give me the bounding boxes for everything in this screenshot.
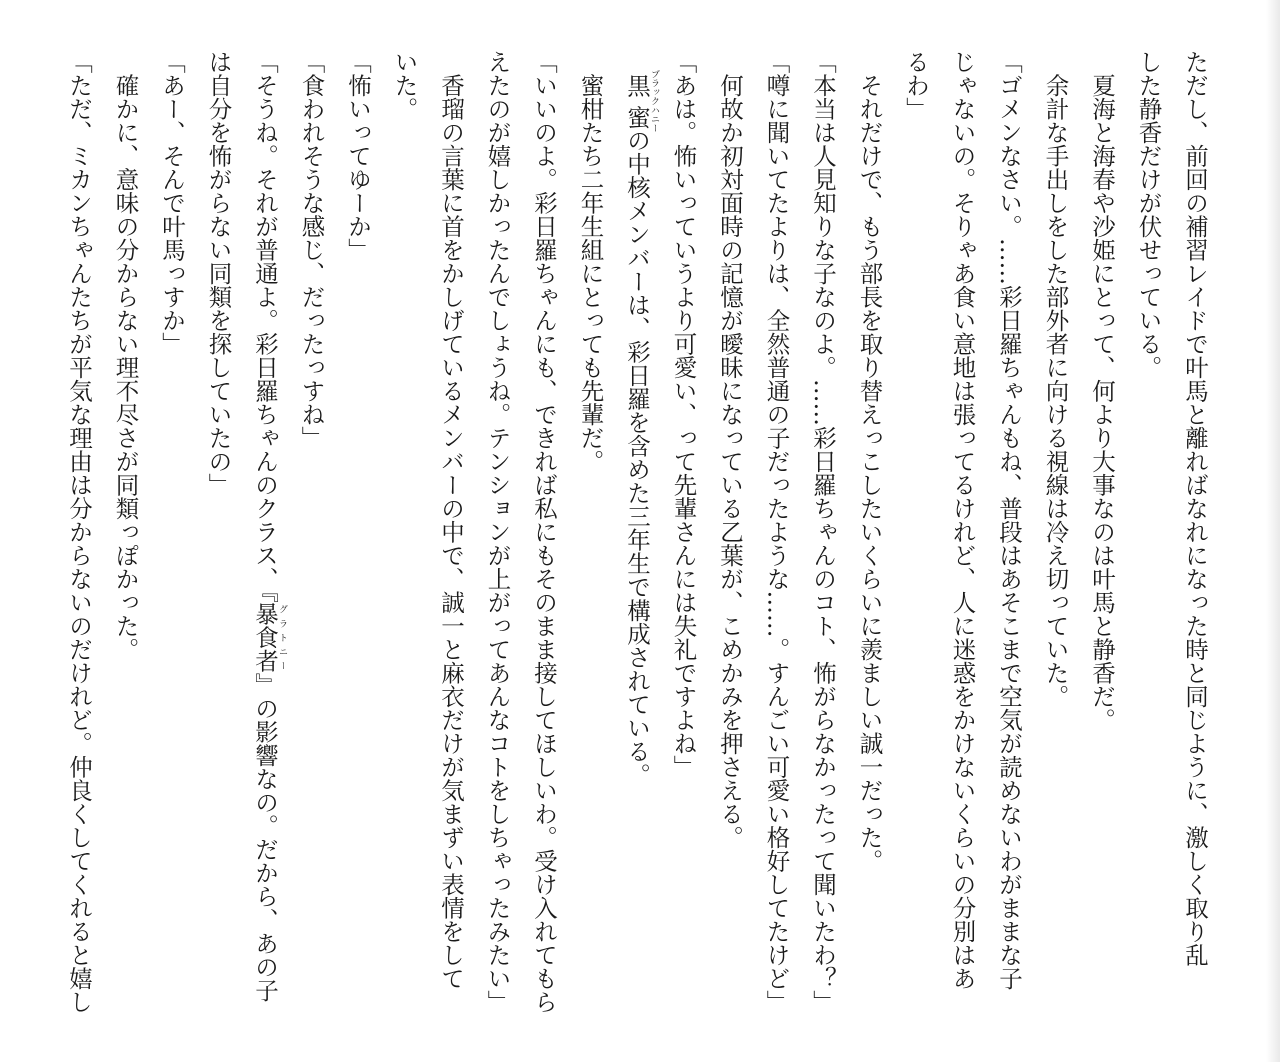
text-line: 「あー、そんで叶馬っすか」 bbox=[158, 50, 186, 356]
text-line: るわ」 bbox=[902, 50, 930, 121]
text-line: 「ゴメンなさい。……彩日羅ちゃんもね、普段はあそこまで空気が読めないわがままな子 bbox=[995, 50, 1023, 990]
text-line: 「怖いってゆーか」 bbox=[344, 50, 372, 262]
ruby-line-before: 「そうね。それが普通よ。彩日羅ちゃんのクラス、『 bbox=[251, 50, 279, 603]
ruby-word bbox=[623, 69, 659, 133]
vertical-text-body bbox=[56, 50, 1219, 1030]
ruby-word bbox=[251, 602, 287, 673]
ruby-reading: グラトニー bbox=[277, 602, 287, 673]
text-line: 「本当は人見知りな子なのよ。……彩日羅ちゃんのコト、怖がらなかったって聞いたわ？」 bbox=[809, 50, 837, 1014]
ruby-reading: ブラックハニー bbox=[649, 69, 659, 133]
text-line: えたのが嬉しかったんでしょうね。テンションが上がってあんなコトをしちゃったみたい」 bbox=[483, 50, 512, 1014]
text-line-ruby bbox=[242, 50, 289, 1030]
ruby-line-after: の中核メンバーは、彩日羅を含めた三年生で構成されている。 bbox=[623, 128, 651, 787]
text-line: 夏海と海春や沙姫にとって、何より大事なのは叶馬と静香だ。 bbox=[1088, 50, 1116, 732]
page-edge-shadow bbox=[1266, 0, 1280, 1062]
text-line: は自分を怖がらない同類を探していたの」 bbox=[204, 50, 233, 497]
text-line: 余計な手出しをした部外者に向ける視線は冷え切っていた。 bbox=[1041, 50, 1070, 708]
text-line: 「噂に聞いてたよりは、全然普通の子だったような……。すんごい可愛い格好してたけど」 bbox=[762, 50, 791, 1014]
ruby-line-after: 』の影響なの。だから、あの子 bbox=[251, 672, 279, 1002]
text-line: それだけで、もう部長を取り替えっこしたいくらいに羨ましい誠一だった。 bbox=[855, 50, 884, 873]
text-line: じゃないの。そりゃあ食い意地は張ってるけれど、人に迷惑をかけないくらいの分別はあ bbox=[948, 50, 977, 990]
text-line: 「いいのよ。彩日羅ちゃんにも、できれば私にもそのまま接してほしいわ。受け入れてもら bbox=[530, 50, 558, 1014]
ruby-base: 黒蜜 bbox=[623, 69, 651, 133]
text-line: 蜜柑たち二年生組にとっても先輩だ。 bbox=[576, 50, 605, 473]
text-line: した静香だけが伏せっている。 bbox=[1134, 50, 1163, 379]
text-line: いた。 bbox=[390, 50, 419, 121]
text-line-ruby bbox=[614, 50, 661, 1030]
text-line: 「食われそうな感じ、だったっすね」 bbox=[297, 50, 326, 450]
text-line: 香瑠の言葉に首をかしげているメンバーの中で、誠一と麻衣だけが気まずい表情をして bbox=[437, 50, 465, 990]
ruby-base: 暴食者 bbox=[251, 602, 279, 673]
text-line: ただし、前回の補習レイドで叶馬と離ればなれになった時と同じように、激しく取り乱 bbox=[1181, 50, 1209, 967]
text-line: 「ただ、ミカンちゃんたちが平気な理由は分からないのだけれど。仲良くしてくれると嬉し bbox=[65, 50, 93, 1014]
text-line: 確かに、意味の分からない理不尽さが同類っぽかった。 bbox=[111, 50, 140, 661]
text-line: 何故か初対面時の記憶が曖昧になっている乙葉が、こめかみを押さえる。 bbox=[716, 50, 744, 849]
text-line: 「あは。怖いっていうより可愛い、って先輩さんには失礼ですよね」 bbox=[669, 50, 698, 779]
